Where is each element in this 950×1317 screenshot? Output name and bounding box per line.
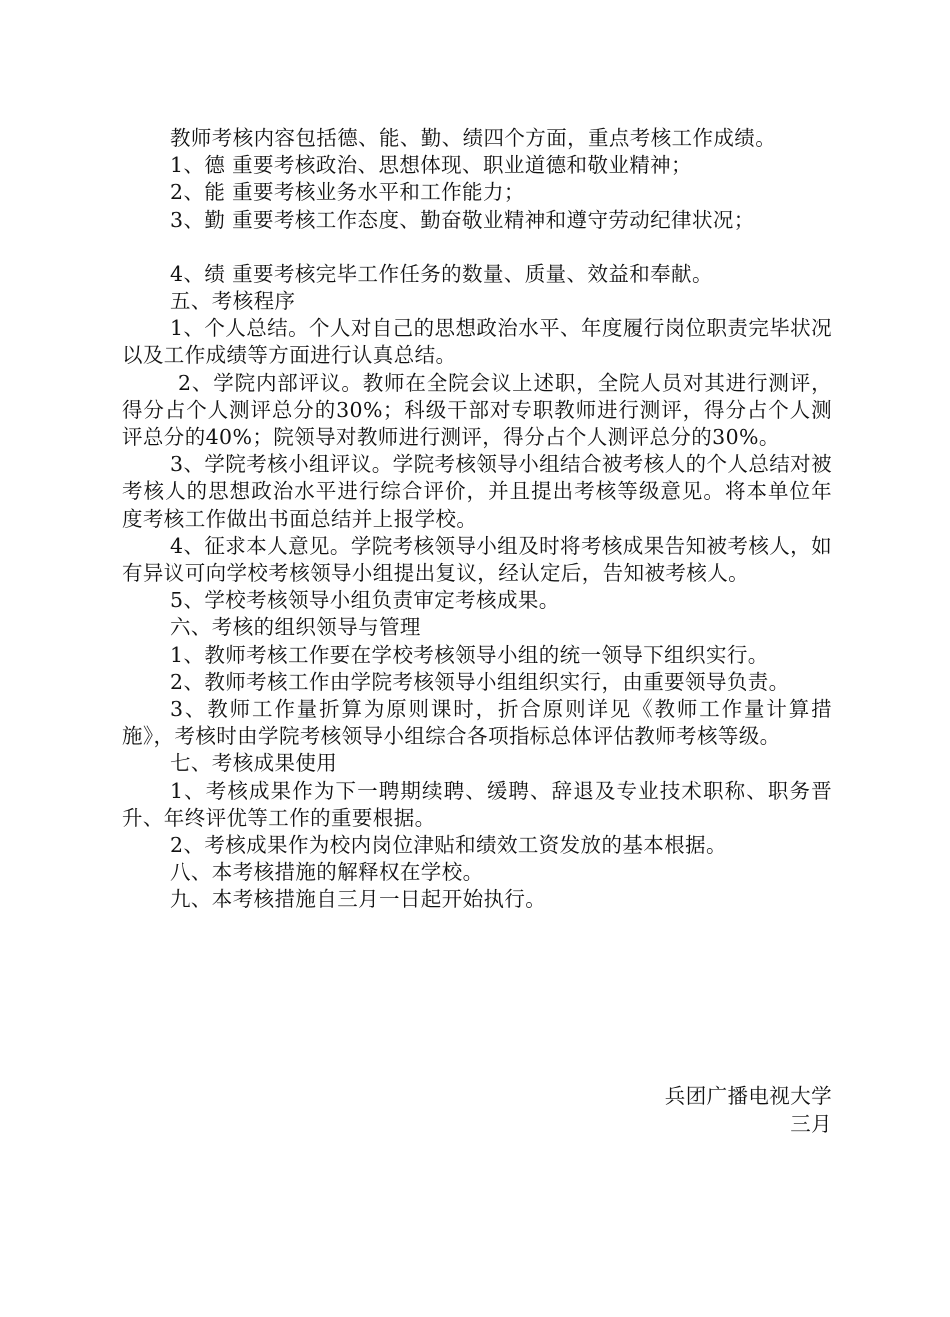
paragraph-organization-3: 3、教师工作量折算为原则课时，折合原则详见《教师工作量计算措施》，考核时由学院考核领导小组综合各项指标总体评估教师考核等级。 [122, 697, 832, 749]
paragraph-procedure-5: 5、学校考核领导小组负责审定考核成果。 [170, 588, 560, 613]
paragraph-item-ji: 4、绩 重要考核完毕工作任务的数量、质量、效益和奉献。 [170, 261, 713, 286]
document-body [122, 125, 832, 914]
section-heading-interpretation: 八、本考核措施的解释权在学校。 [170, 860, 484, 885]
paragraph-procedure-1: 1、个人总结。个人对自己的思想政治水平、年度履行岗位职责完毕状况以及工作成绩等方面进行认真总结。 [122, 316, 832, 368]
paragraph-procedure-2: 2、学院内部评议。教师在全院会议上述职，全院人员对其进行测评，得分占个人测评总分的30%；科级干部对专职教师进行测评，得分占个人测评总分的40%；院领导对教师进行测评，得分占个人测评总分的30%。 [122, 370, 832, 450]
signature-block [665, 1082, 832, 1138]
section-heading-procedure: 五、考核程序 [170, 289, 296, 314]
paragraph-item-qin: 3、勤 重要考核工作态度、勤奋敬业精神和遵守劳动纪律状况； [170, 207, 755, 232]
section-heading-organization: 六、考核的组织领导与管理 [170, 615, 421, 640]
paragraph-results-2: 2、考核成果作为校内岗位津贴和绩效工资发放的基本根据。 [170, 833, 727, 858]
paragraph-item-de: 1、德 重要考核政治、思想体现、职业道德和敬业精神； [170, 153, 692, 178]
paragraph-procedure-4: 4、征求本人意见。学院考核领导小组及时将考核成果告知被考核人，如有异议可向学校考核领导小组提出复议，经认定后，告知被考核人。 [122, 533, 832, 586]
paragraph-procedure-3: 3、学院考核小组评议。学院考核领导小组结合被考核人的个人总结对被考核人的思想政治水平进行综合评价，并且提出考核等级意见。将本单位年度考核工作做出书面总结并上报学校。 [122, 452, 832, 531]
paragraph-organization-2: 2、教师考核工作由学院考核领导小组组织实行，由重要领导负责。 [170, 669, 790, 694]
signature-organization: 兵团广播电视大学 [664, 1084, 832, 1108]
paragraph-intro: 教师考核内容包括德、能、勤、绩四个方面，重点考核工作成绩。 [170, 126, 777, 150]
section-heading-effective-date: 九、本考核措施自三月一日起开始执行。 [170, 887, 547, 912]
paragraph-organization-1: 1、教师考核工作要在学校考核领导小组的统一领导下组织实行。 [170, 642, 769, 667]
paragraph-item-neng: 2、能 重要考核业务水平和工作能力； [170, 180, 525, 205]
signature-date: 三月 [790, 1112, 832, 1136]
section-heading-results: 七、考核成果使用 [170, 751, 338, 776]
paragraph-results-1: 1、考核成果作为下一聘期续聘、缓聘、辞退及专业技术职称、职务晋升、年终评优等工作的重要根据。 [122, 778, 832, 830]
